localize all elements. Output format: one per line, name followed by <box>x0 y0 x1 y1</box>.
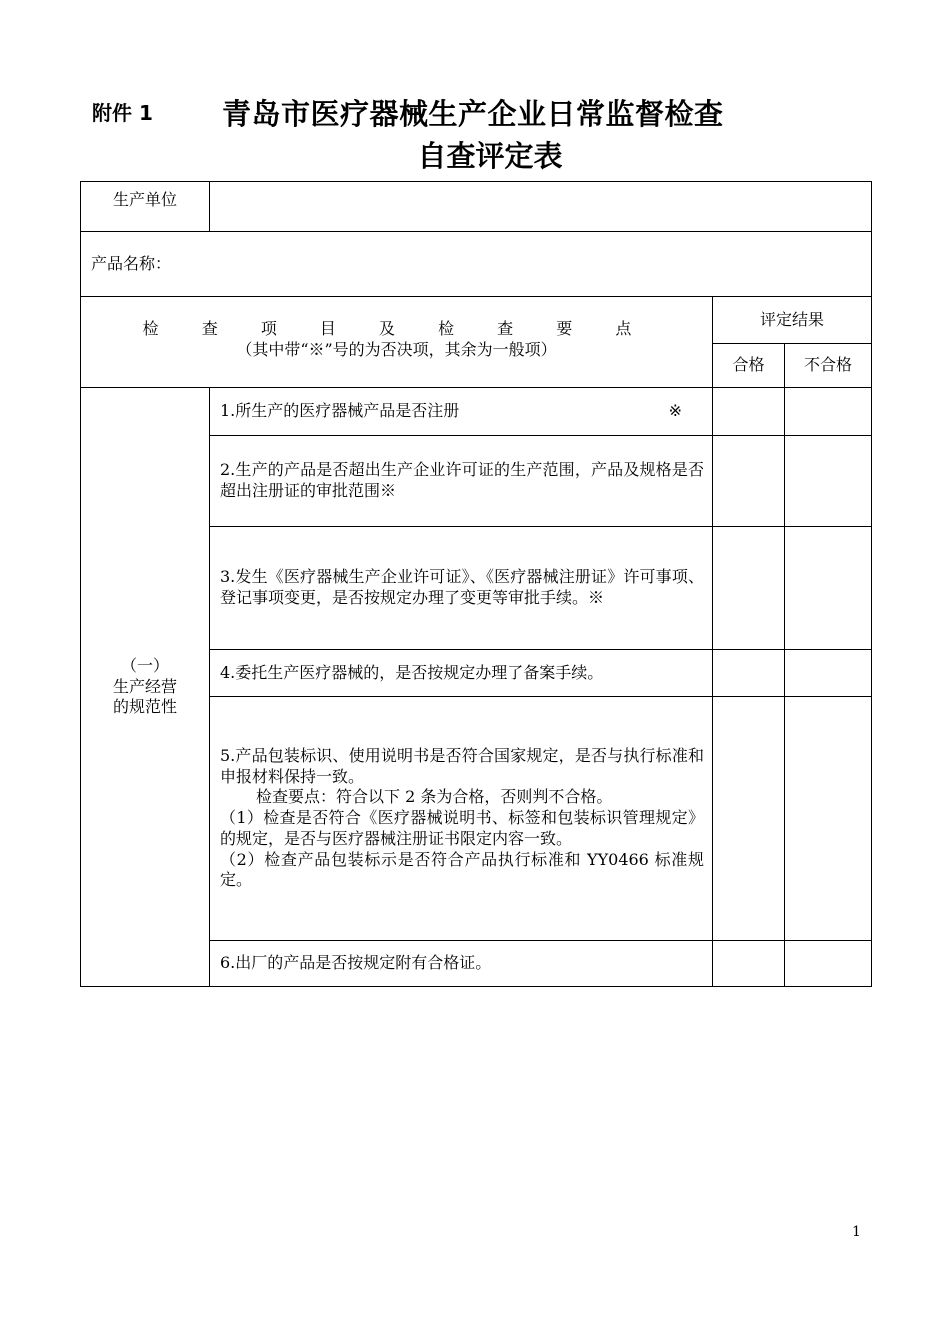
result-header: 评定结果 <box>759 309 824 329</box>
fail-checkbox-4[interactable] <box>785 650 872 697</box>
item-1-text: 1.所生产的医疗器械产品是否注册 <box>220 401 460 421</box>
item-1-cell <box>210 388 713 436</box>
attachment-label: 附件 1 <box>92 101 153 125</box>
veto-mark: ※ <box>380 481 397 500</box>
pass-header-cell <box>713 344 785 388</box>
check-header-cell <box>81 297 713 388</box>
unit-row <box>81 182 872 232</box>
check-header-row <box>81 297 872 344</box>
fail-checkbox-5[interactable] <box>785 697 872 941</box>
section-cell <box>81 388 210 987</box>
unit-label: 生产单位 <box>112 190 177 209</box>
item-4-text: 4.委托生产医疗器械的，是否按规定办理了备案手续。 <box>220 662 604 682</box>
item-3-cell <box>210 527 713 650</box>
fail-header-cell <box>785 344 872 388</box>
unit-label-cell <box>81 182 210 232</box>
item-6-text: 6.出厂的产品是否按规定附有合格证。 <box>220 953 492 973</box>
item-2-text: 2.生产的产品是否超出生产企业许可证的生产范围，产品及规格是否超出注册证的审批范围 <box>220 460 704 500</box>
pass-checkbox-6[interactable] <box>713 941 785 987</box>
fail-checkbox-6[interactable] <box>785 941 872 987</box>
unit-value-field[interactable] <box>210 182 872 232</box>
item-4-cell <box>210 650 713 697</box>
pass-label: 合格 <box>732 355 765 375</box>
item-3-text: 3.发生《医疗器械生产企业许可证》、《医疗器械注册证》许可事项、登记事项变更，是否按规定办理了变更等审批手续。 <box>220 567 704 607</box>
product-row <box>81 232 872 297</box>
veto-mark: ※ <box>668 401 682 421</box>
item-5-sub2: （2）检查产品包装标示是否符合产品执行标准和 YY0466 标准规定。 <box>220 849 704 890</box>
section-name-line2: 的规范性 <box>112 697 177 717</box>
product-label: 产品名称： <box>91 253 172 273</box>
product-name-field[interactable] <box>81 232 872 297</box>
check-note: （其中带“※”号的为否决项，其余为一般项） <box>236 340 557 359</box>
item-5-text: 5.产品包装标识、使用说明书是否符合国家规定，是否与执行标准和申报材料保持一致。 <box>220 745 704 786</box>
pass-checkbox-4[interactable] <box>713 650 785 697</box>
item-5-point: 检查要点：符合以下 2 条为合格，否则判不合格。 <box>256 787 613 807</box>
section-name-line1: 生产经营 <box>112 676 177 696</box>
fail-checkbox-2[interactable] <box>785 436 872 527</box>
page-number: 1 <box>852 1224 861 1240</box>
check-header: 检 查 项 目 及 检 查 要 点 <box>142 319 651 339</box>
pass-checkbox-3[interactable] <box>713 527 785 650</box>
item-5-cell <box>210 697 713 941</box>
section-number: （一） <box>120 655 169 675</box>
fail-checkbox-1[interactable] <box>785 388 872 436</box>
pass-checkbox-1[interactable] <box>713 388 785 436</box>
table-row <box>81 388 872 436</box>
item-6-cell <box>210 941 713 987</box>
item-2-cell <box>210 436 713 527</box>
fail-label: 不合格 <box>803 355 852 375</box>
inspection-table <box>80 181 872 987</box>
item-5-sub1: （1）检查是否符合《医疗器械说明书、标签和包装标识管理规定》的规定，是否与医疗器械注册证书限定内容一致。 <box>220 808 704 848</box>
page-title-line1: 青岛市医疗器械生产企业日常监督检查 <box>222 97 724 131</box>
fail-checkbox-3[interactable] <box>785 527 872 650</box>
pass-checkbox-2[interactable] <box>713 436 785 527</box>
veto-mark: ※ <box>588 588 605 607</box>
result-header-cell <box>713 297 872 344</box>
pass-checkbox-5[interactable] <box>713 697 785 941</box>
page-title-line2: 自查评定表 <box>417 139 563 173</box>
